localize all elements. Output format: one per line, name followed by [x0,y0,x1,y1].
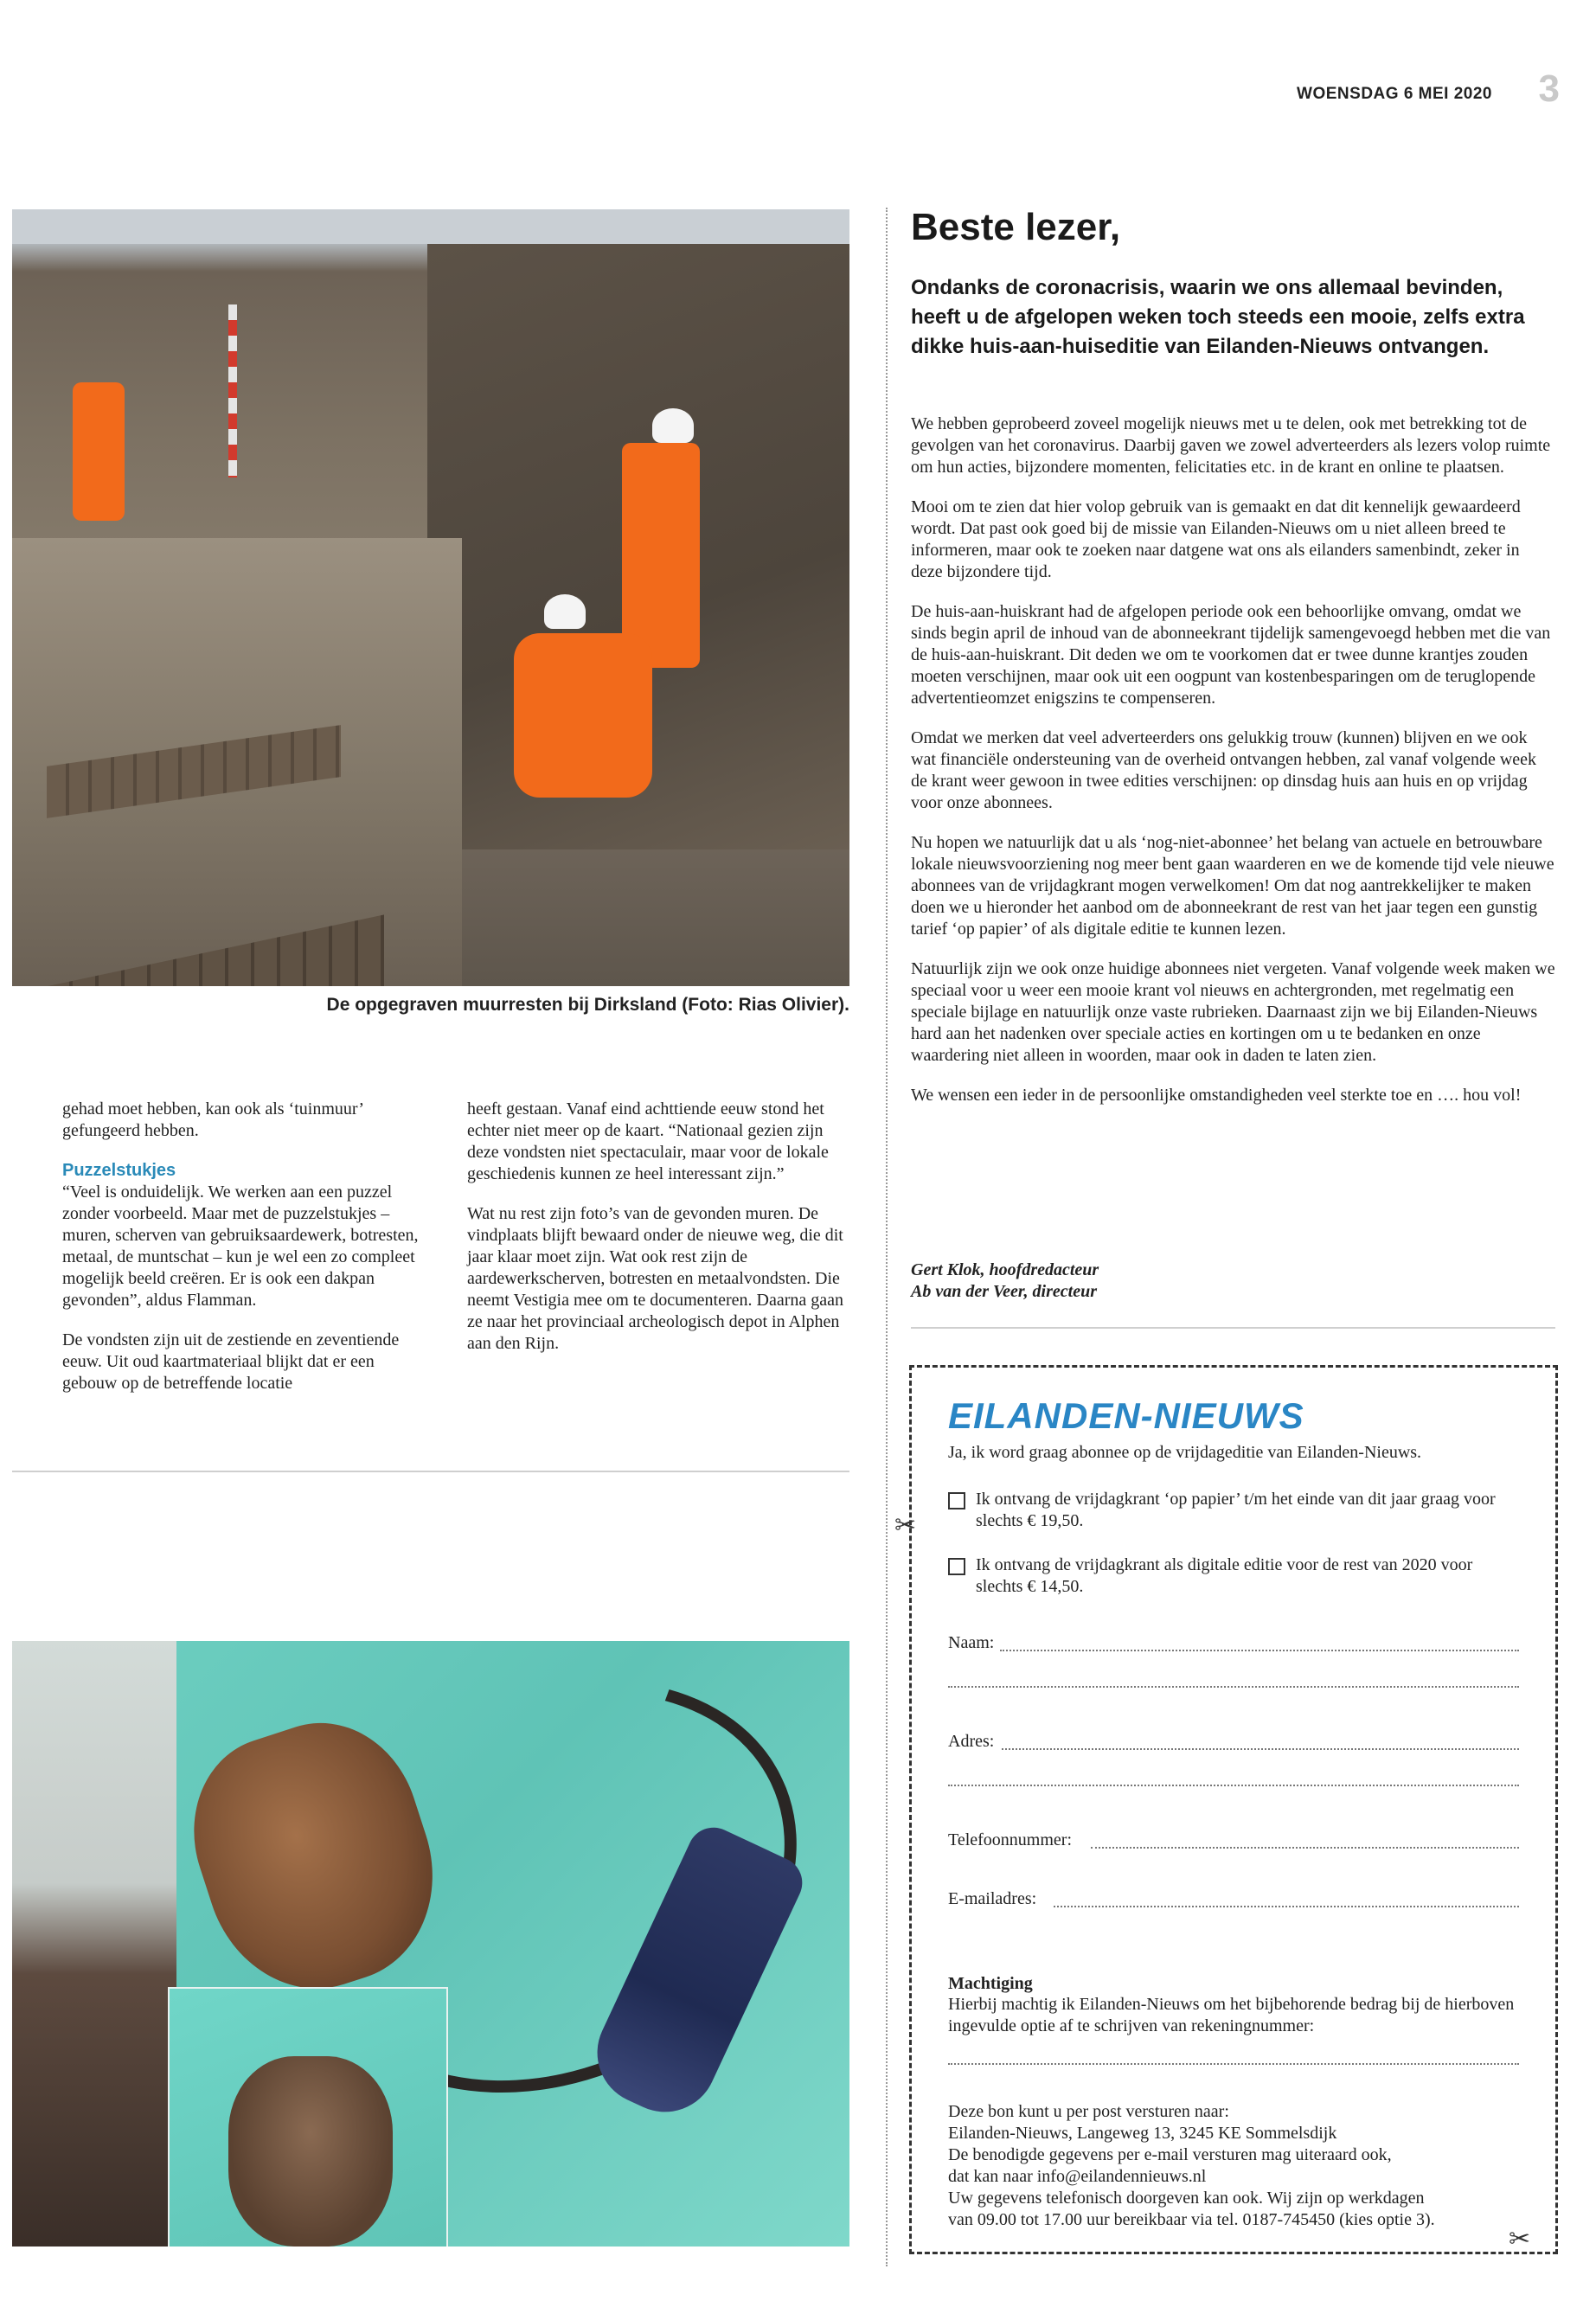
authorization-text: Hierbij machtig ik Eilanden-Nieuws om het bijbehorende bedrag bij de hierboven ingevulde optie af te schrijven van rekeningnummer: [948,1995,1515,2035]
letter-paragraph: Omdat we merken dat veel adverteerders ons gelukkig trouw (kunnen) blijven en we ook wat financiële ondersteuning van de overheid ontvangen hebben, zal vanaf volgende week de krant weer gewoon in twee edities verschijnen: op dinsdag huis aan huis en op vrijdag voor onze abonnees. [911,728,1537,812]
article-paragraph: De vondsten zijn uit de zestiende en zeventiende eeuw. Uit oud kaartmateriaal blijkt dat er een gebouw op de betreffende locatie [62,1330,400,1393]
column-separator [886,208,888,2266]
photo-helmet [652,408,694,443]
scissors-icon: ✂ [894,1511,917,1540]
article-paragraph: Wat nu rest zijn foto’s van de gevonden muren. De vindplaats blijft bewaard onder de nieuwe weg, die dit jaar klaar moet zijn. Wat ook rest zijn de aardewerkscherven, botresten en metaalvondsten. Die neemt Vestigia mee om te documenteren. Daarna gaan ze naar het provinciaal archeologisch depot in Alphen aan den Rijn. [467,1204,844,1353]
email-label: E-mailadres: [948,1889,1037,1908]
photo-sky [12,209,849,244]
letter-paragraph: Mooi om te zien dat hier volop gebruik van is gemaakt en dat dit kennelijk gewaardeerd wordt. Dat past ook goed bij de missie van Eilanden-Nieuws om u niet alleen breed te informeren, maar ook te zoeken naar datgene wat ons als eilanders samenbindt, zeker in deze bijzondere tijd. [911,497,1521,581]
letter-paragraph: We hebben geprobeerd zoveel mogelijk nieuws met u te delen, ook met betrekking tot de gevolgen van het coronavirus. Daarbij gaven we zowel adverteerders als lezers volop ruimte om hun acties, bijzondere momenten, felicitaties etc. in de krant en online te plaatsen. [911,414,1551,477]
phone-input-line[interactable] [1091,1847,1519,1849]
letter-body [911,413,1555,1125]
signature-director: Ab van der Veer, directeur [911,1282,1097,1301]
eilanden-nieuws-logo: EILANDEN-NIEUWS [948,1395,1304,1436]
letter-paragraph: We wensen een ieder in de persoonlijke omstandigheden veel sterkte toe en …. hou vol! [911,1086,1522,1105]
send-instructions [948,2101,1536,2231]
phone-field[interactable] [948,1830,1519,1852]
scissors-icon: ✂ [1509,2225,1531,2253]
send-line: Deze bon kunt u per post versturen naar: [948,2102,1229,2121]
phone-label: Telefoonnummer: [948,1830,1072,1849]
name-input-line[interactable] [1000,1650,1519,1651]
article-paragraph: gehad moet hebben, kan ook als ‘tuinmuur’ gefungeerd hebben. [62,1099,363,1140]
article-paragraph: “Veel is onduidelijk. We werken aan een puzzel zonder voorbeeld. Maar met de puzzelstukjes – muren, scherven van gebruiksaardewerk, botresten, metaal, de muntschat – kun je wel een zo compleet mogelijk beeld creëren. Er is ook een dakpan gevonden”, aldus Flamman. [62,1183,419,1310]
checkbox[interactable] [948,1492,965,1509]
divider [911,1327,1555,1329]
coupon-intro: Ja, ik word graag abonnee op de vrijdageditie van Eilanden-Nieuws. [948,1443,1422,1462]
issue-date: WOENSDAG 6 MEI 2020 [1297,85,1492,103]
photo-worker [514,633,652,798]
name-input-line-2[interactable] [948,1686,1519,1688]
email-field[interactable] [948,1888,1519,1911]
address-input-line-2[interactable] [948,1785,1519,1786]
letter-paragraph: Nu hopen we natuurlijk dat u als ‘nog-niet-abonnee’ het belang van actuele en betrouwbare lokale nieuwsvoorziening nog meer bent gaan waarderen en we de komende tijd vele nieuwe abonnees van de vrijdagkrant mogen verwelkomen! Om dat nog aantrekkelijker te maken doen we u hieronder het aanbod om de abonneekrant de rest van het jaar tegen een gunstig tarief ‘op papier’ of als digitale editie te kunnen lezen. [911,833,1554,939]
send-line: Eilanden-Nieuws, Langeweg 13, 3245 KE Sommelsdijk [948,2124,1337,2143]
name-label: Naam: [948,1633,995,1652]
letter-signature [911,1259,1555,1303]
authorization-title: Machtiging [948,1974,1033,1993]
excavation-photo [12,209,849,986]
subscription-coupon [894,1365,1558,2254]
name-field[interactable] [948,1632,1519,1655]
option-label: Ik ontvang de vrijdagkrant ‘op papier’ t/m het einde van dit jaar graag voor slechts € 19,50. [976,1490,1496,1530]
address-input-line[interactable] [1002,1748,1519,1750]
checkbox[interactable] [948,1558,965,1575]
photo-jeans [12,1641,176,2247]
article-subheading: Puzzelstukjes [62,1161,176,1180]
photo-caption: De opgegraven muurresten bij Dirksland (Foto: Rias Olivier). [326,995,849,1015]
letter-title: Beste lezer, [911,206,1121,248]
article-paragraph: heeft gestaan. Vanaf eind achttiende eeuw stond het echter niet meer op de kaart. “Nationaal gezien zijn deze vondsten niet spectaculair, maar voor de lokale geschiedenis kunnen ze heel interessant zijn.” [467,1099,829,1183]
page-number: 3 [1538,67,1560,110]
article-column-2 [467,1099,848,1373]
letter-lead: Ondanks de coronacrisis, waarin we ons allemaal bevinden, heeft u de afgelopen weken toch steeds een mooie, zelfs extra dikke huis-aan-huiseditie van Eilanden-Nieuws ontvangen. [911,276,1525,358]
letter-paragraph: Natuurlijk zijn we ook onze huidige abonnees niet vergeten. Vanaf volgende week maken we speciaal voor u weer een mooie krant vol nieuws en achtergronden, met regelmatig een speciale bijlage en natuurlijk onze vaste rubrieken. Daarnaast zijn we bij Eilanden-Nieuws hard aan het nadenken over speciale acties en kortingen om u te bedanken en onze waardering niet alleen in woorden, maar ook in daden te laten zien. [911,959,1555,1065]
finds-photo [12,1641,849,2247]
photo-helmet [544,594,586,629]
email-input-line[interactable] [1054,1906,1519,1907]
signature-editor: Gert Klok, hoofdredacteur [911,1260,1099,1279]
address-field[interactable] [948,1731,1519,1753]
article-column-1 [62,1099,426,1413]
option-digital[interactable] [948,1554,1519,1598]
photo-survey-pole [228,304,237,478]
send-line: De benodigde gegevens per e-mail versturen mag uiteraard ook, [948,2145,1392,2164]
send-line: dat kan naar info@eilandennieuws.nl [948,2167,1207,2186]
divider [12,1471,849,1472]
option-paper[interactable] [948,1489,1519,1532]
option-label: Ik ontvang de vrijdagkrant als digitale editie voor de rest van 2020 voor slechts € 14,50. [976,1555,1473,1596]
account-number-line[interactable] [948,2063,1519,2065]
send-line: Uw gegevens telefonisch doorgeven kan ook. Wij zijn op werkdagen [948,2189,1425,2208]
photo-worker [73,382,125,521]
letter-paragraph: De huis-aan-huiskrant had de afgelopen periode ook een behoorlijke omvang, omdat we sinds begin april de inhoud van de abonneekrant tijdelijk samengevoegd hebben met die van de huis-aan-huiskrant. Dit deden we om te voorkomen dat er twee dunne krantjes zouden moeten verschijnen, maar ook uit een oogpunt van kostenbesparingen om de teruglopende advertentieomzet enigszins te compenseren. [911,602,1551,708]
photo-shoe [228,2056,393,2247]
address-label: Adres: [948,1732,995,1751]
send-line: van 09.00 tot 17.00 uur bereikbaar via tel. 0187-745450 (kies optie 3). [948,2210,1435,2229]
